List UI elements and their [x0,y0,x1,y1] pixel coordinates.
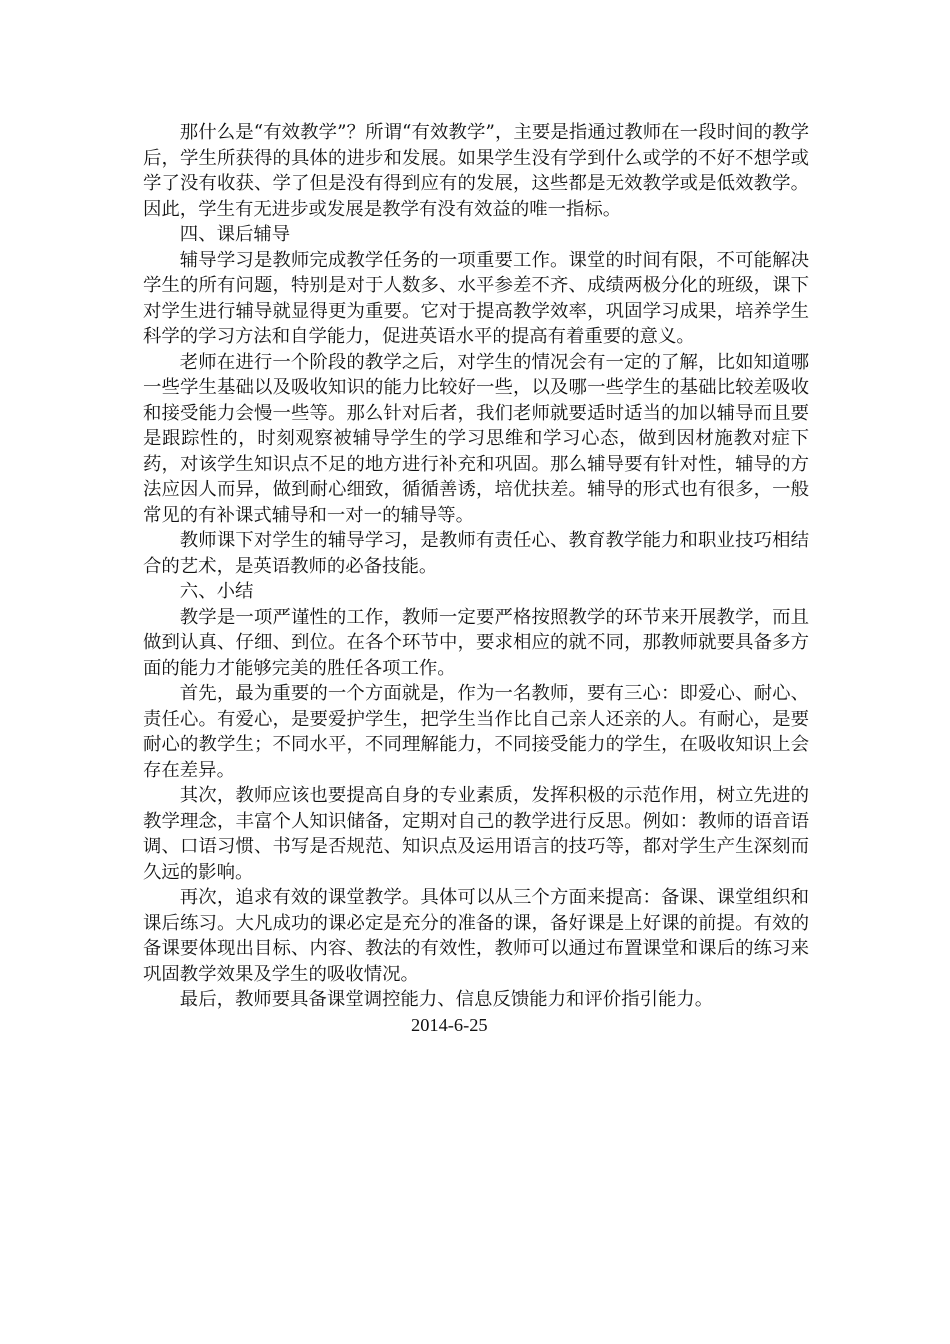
paragraph-effective-teaching: 那什么是“有效教学”？所谓“有效教学”，主要是指通过教师在一段时间的教学后，学生所获得的具体的进步和发展。如果学生没有学到什么或学的不好不想学或学了没有收获、学了但是没有得到应有的发展，这些都是无效教学或是低效教学。因此，学生有无进步或发展是教学有没有效益的唯一指标。 [143,122,809,220]
paragraph-summary-last: 最后，教师要具备课堂调控能力、信息反馈能力和评价指引能力。 [179,989,714,1010]
paragraph-tutoring-art: 教师课下对学生的辅导学习，是教师有责任心、教育教学能力和职业技巧相结合的艺术，是英语教师的必备技能。 [143,530,809,577]
paragraph-tutoring-importance: 辅导学习是教师完成教学任务的一项重要工作。课堂的时间有限，不可能解决学生的所有问题，特别是对于人数多、水平参差不齐、成绩两极分化的班级，课下对学生进行辅导就显得更为重要。它对于提高教学效率，巩固学习成果，培养学生科学的学习方法和自学能力，促进英语水平的提高有着重要的意义。 [143,249,809,347]
paragraph-summary-third: 再次，追求有效的课堂教学。具体可以从三个方面来提高：备课、课堂组织和课后练习。大凡成功的课必定是充分的准备的课，备好课是上好课的前提。有效的备课要体现出目标、内容、教法的有效性，教师可以通过布置课堂和课后的练习来巩固教学效果及学生的吸收情况。 [143,887,809,985]
paragraph-summary-second: 其次，教师应该也要提高自身的专业素质，发挥积极的示范作用，树立先进的教学理念，丰富个人知识储备，定期对自己的教学进行反思。例如：教师的语音语调、口语习惯、书写是否规范、知识点及运用语言的技巧等，都对学生产生深刻而久远的影响。 [143,785,809,883]
paragraph-summary-first: 首先，最为重要的一个方面就是，作为一名教师，要有三心：即爱心、耐心、责任心。有爱心，是要爱护学生，把学生当作比自己亲人还亲的人。有耐心，是要耐心的教学生；不同水平，不同理解能力，不同接受能力的学生，在吸收知识上会存在差异。 [143,683,809,781]
section-heading-after-class-tutoring: 四、课后辅导 [179,224,291,245]
paragraph-tutoring-method: 老师在进行一个阶段的教学之后，对学生的情况会有一定的了解，比如知道哪一些学生基础以及吸收知识的能力比较好一些，以及哪一些学生的基础比较差吸收和接受能力会慢一些等。那么针对后者，我们老师就要适时适当的加以辅导而且要是跟踪性的，时刻观察被辅导学生的学习思维和学习心态，做到因材施教对症下药，对该学生知识点不足的地方进行补充和巩固。那么辅导要有针对性，辅导的方法应因人而异，做到耐心细致，循循善诱，培优扶差。辅导的形式也有很多，一般常见的有补课式辅导和一对一的辅导等。 [143,351,809,526]
document-page [143,120,809,1038]
section-heading-summary: 六、小结 [179,581,254,602]
document-date: 2014-6-25 [411,1014,488,1035]
paragraph-summary-intro: 教学是一项严谨性的工作，教师一定要严格按照教学的环节来开展教学，而且做到认真、仔细、到位。在各个环节中，要求相应的就不同，那教师就要具备多方面的能力才能够完美的胜任各项工作。 [143,606,809,679]
